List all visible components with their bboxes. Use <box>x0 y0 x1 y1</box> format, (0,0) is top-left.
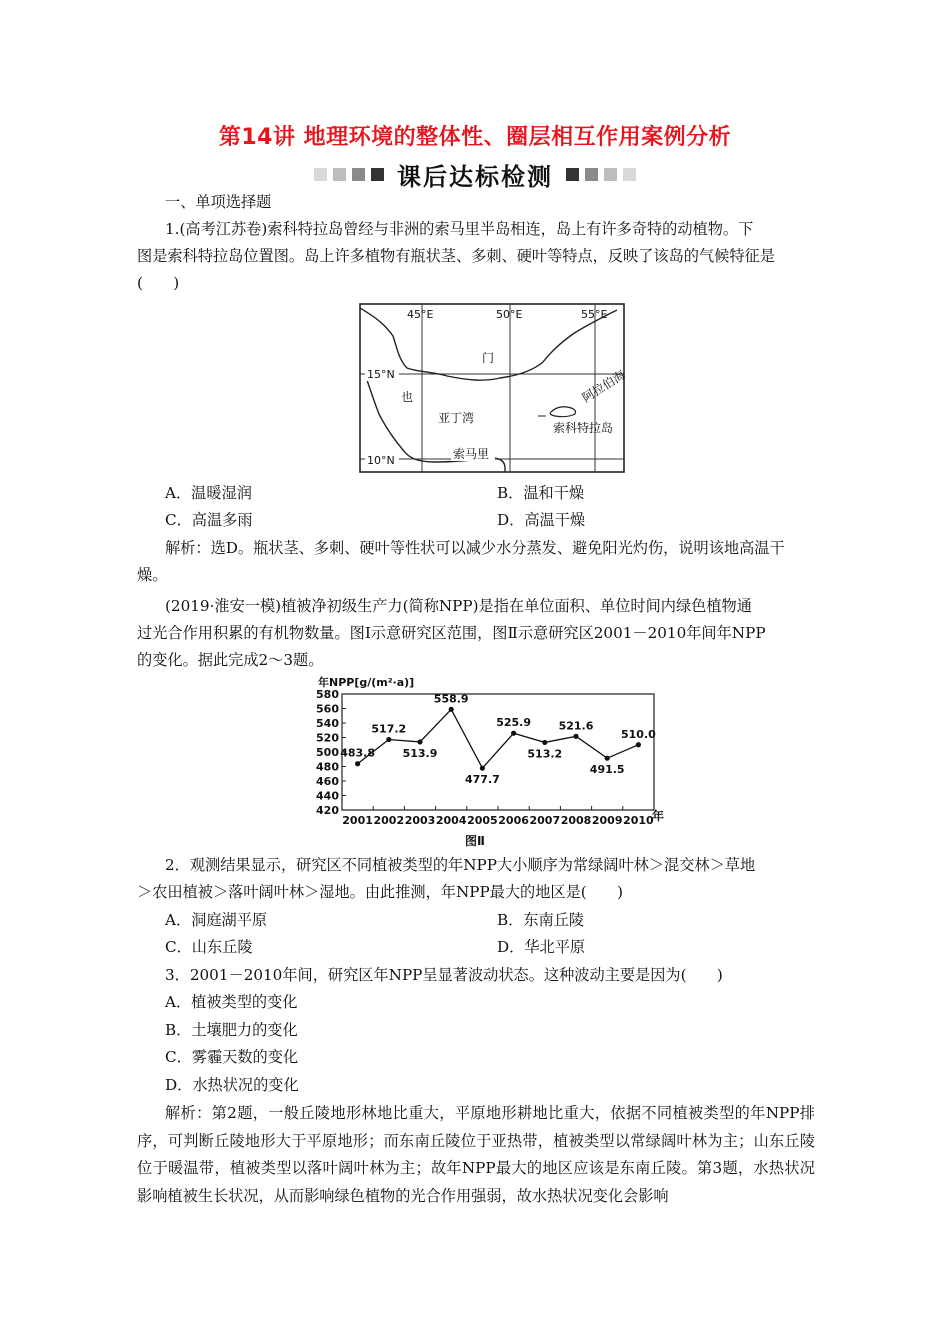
npp-data-point <box>417 739 422 744</box>
q3-option-c: C．雾霾天数的变化 <box>165 1048 299 1066</box>
q3-option-d: D．水热状况的变化 <box>165 1076 299 1094</box>
npp-data-label: 525.9 <box>496 716 531 730</box>
q2-option-a: A．洞庭湖平原 <box>165 911 268 929</box>
q1-stem-line: 图是索科特拉岛位置图。岛上许多植物有瓶状茎、多刺、硬叶等特点，反映了该岛的气候特征是 <box>137 247 775 265</box>
npp-data-label: 513.9 <box>402 746 438 760</box>
q2-option-b: B．东南丘陵 <box>497 911 585 929</box>
y-tick-label: 560 <box>316 702 339 716</box>
x-tick-label: 2005 <box>467 814 498 827</box>
npp-data-label: 483.8 <box>340 746 375 760</box>
npp-data-point <box>386 737 391 742</box>
intro-line: (2019·淮安一模)植被净初级生产力(简称NPP)是指在单位面积、单位时间内绿色植物通 <box>165 597 752 615</box>
npp-data-point <box>480 766 485 771</box>
section-banner <box>0 157 950 192</box>
x-tick-label: 2007 <box>529 814 561 827</box>
x-tick-label: 2004 <box>435 814 467 827</box>
npp-data-label: 521.6 <box>558 719 594 733</box>
q3-option-b: B．土壤肥力的变化 <box>165 1021 298 1039</box>
banner-square-icon <box>333 168 346 181</box>
map-label-men: 门 <box>482 351 495 365</box>
q3-stem: 3．2001－2010年间，研究区年NPP呈显著波动状态。这种波动主要是因为( ) <box>165 966 723 984</box>
page-title: 第14讲 地理环境的整体性、圈层相互作用案例分析 <box>218 125 732 150</box>
chart-plot-frame <box>342 694 654 810</box>
banner-square-icon <box>604 168 617 181</box>
chart-ylabel: 年NPP[g/(m²·a)] <box>318 676 415 689</box>
npp-data-point <box>573 734 578 739</box>
npp-data-label: 517.2 <box>371 722 407 736</box>
map-label-gulf-of-aden: 亚丁湾 <box>438 411 475 425</box>
x-tick-label: 2002 <box>373 814 405 827</box>
map-label-socotra: 索科特拉岛 <box>553 421 614 435</box>
npp-data-label: 510.0 <box>621 727 656 741</box>
x-tick-label: 2003 <box>404 814 436 827</box>
lon-label-45e: 45°E <box>407 308 434 321</box>
y-tick-label: 420 <box>316 804 339 817</box>
npp-data-point <box>355 761 360 766</box>
npp-line-chart <box>300 672 680 852</box>
intro-line: 过光合作用积累的有机物数量。图Ⅰ示意研究区范围，图Ⅱ示意研究区2001－2010年间年NPP <box>137 624 766 642</box>
map-label-somalia: 索马里 <box>453 447 490 461</box>
socotra-location-map <box>355 300 630 476</box>
x-tick-label: 2008 <box>560 814 592 827</box>
npp-data-label: 513.2 <box>527 747 563 761</box>
banner-square-icon <box>585 168 598 181</box>
y-tick-label: 540 <box>316 717 339 730</box>
q1-analysis-line: 解析：选D。瓶状茎、多刺、硬叶等性状可以减少水分蒸发、避免阳光灼伤，说明该地高温干 <box>165 539 785 557</box>
q2-stem-line: ＞农田植被＞落叶阔叶林＞湿地。由此推测，年NPP最大的地区是( ) <box>137 883 624 901</box>
npp-data-label: 477.7 <box>465 773 500 787</box>
npp-data-point <box>449 707 454 712</box>
banner-square-icon <box>566 168 579 181</box>
x-tick-label: 2006 <box>498 814 529 827</box>
q1-option-c: C．高温多雨 <box>165 511 253 529</box>
section-heading: 一、单项选择题 <box>165 193 272 211</box>
q1-stem-line: 1.(高考江苏卷)索科特拉岛曾经与非洲的索马里半岛相连，岛上有许多奇特的动植物。下 <box>165 220 754 238</box>
q2-option-d: D．华北平原 <box>497 938 586 956</box>
q1-option-d: D．高温干燥 <box>497 511 586 529</box>
lat-label-15n: 15°N <box>367 368 395 381</box>
banner-square-icon <box>352 168 365 181</box>
banner-square-icon <box>371 168 384 181</box>
y-tick-label: 500 <box>316 746 339 759</box>
q1-stem-line: ( ) <box>137 274 180 292</box>
q23-analysis: 解析：第2题，一般丘陵地形林地比重大，平原地形耕地比重大，依据不同植被类型的年NPP排序，可判断丘陵地形大于平原地形；而东南丘陵位于亚热带，植被类型以常绿阔叶林为主；山东丘陵位于暖温带，植被类型以落叶阔叶林为主；故年NPP最大的地区应该是东南丘陵。第3题，水热状况影响植被生长状况，从而影响绿色植物的光合作用强弱，故水热状况变化会影响 <box>137 1104 815 1205</box>
chart-xlabel: 年 <box>652 809 665 823</box>
banner-square-icon <box>623 168 636 181</box>
intro-line: 的变化。据此完成2～3题。 <box>137 651 324 669</box>
x-tick-label: 2001 <box>342 814 373 827</box>
lon-label-55e: 55°E <box>581 308 608 321</box>
npp-data-point <box>511 731 516 736</box>
npp-data-point <box>636 742 641 747</box>
q3-option-a: A．植被类型的变化 <box>165 993 298 1011</box>
q2-stem-line: 2．观测结果显示，研究区不同植被类型的年NPP大小顺序为常绿阔叶林＞混交林＞草地 <box>165 856 756 874</box>
y-tick-label: 440 <box>316 789 339 803</box>
npp-data-point <box>542 740 547 745</box>
map-label-arabian-sea: 阿拉伯海 <box>579 367 628 406</box>
q1-option-b: B．温和干燥 <box>497 484 585 502</box>
y-tick-label: 460 <box>316 775 339 788</box>
x-tick-label: 2009 <box>591 814 623 827</box>
chart-caption: 图Ⅱ <box>465 834 485 848</box>
x-tick-label: 2010 <box>623 814 654 827</box>
y-tick-label: 580 <box>316 688 339 701</box>
banner-square-icon <box>314 168 327 181</box>
npp-data-label: 491.5 <box>589 763 625 777</box>
lat-label-10n: 10°N <box>367 454 395 467</box>
q2-option-c: C．山东丘陵 <box>165 938 253 956</box>
lon-label-50e: 50°E <box>496 308 523 321</box>
map-label-ye: 也 <box>401 390 414 404</box>
banner-title: 课后达标检测 <box>397 163 553 191</box>
q1-option-a: A．温暖湿润 <box>165 484 252 502</box>
npp-data-label: 558.9 <box>433 692 469 706</box>
y-tick-label: 480 <box>316 760 339 774</box>
npp-data-point <box>605 756 610 761</box>
q1-analysis-line: 燥。 <box>137 566 168 584</box>
y-tick-label: 520 <box>316 731 339 745</box>
